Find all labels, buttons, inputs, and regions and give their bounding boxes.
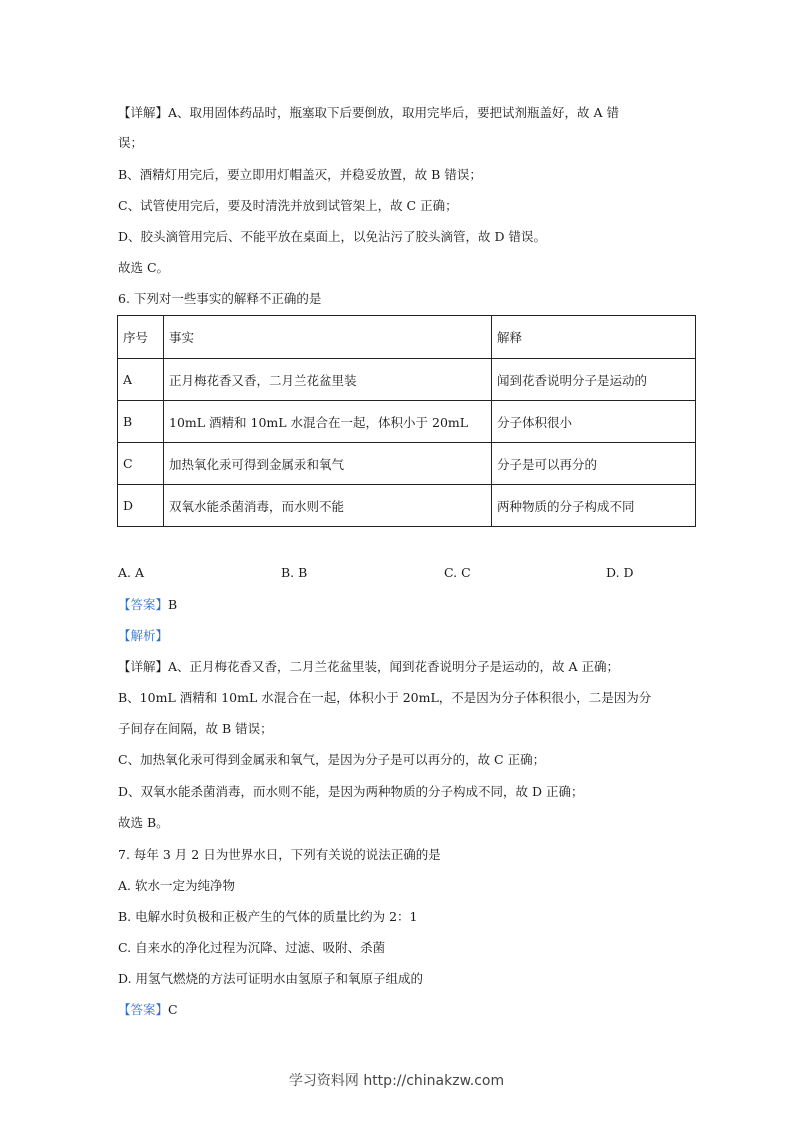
table-cell: 闻到花香说明分子是运动的 (492, 359, 696, 401)
table-header-row (118, 316, 696, 359)
table-row (118, 359, 696, 401)
q6-detail-a: 【详解】A、正月梅花香又香，二月兰花盆里装，闻到花香说明分子是运动的，故 A 正确； (118, 659, 620, 674)
table-row (118, 485, 696, 527)
q5-detail-b: B、酒精灯用完后，要立即用灯帽盖灭，并稳妥放置，故 B 错误； (118, 167, 482, 182)
q6-detail-d: D、双氧水能杀菌消毒，而水则不能，是因为两种物质的分子构成不同，故 D 正确； (118, 784, 584, 799)
table-cell: 加热氧化汞可得到金属汞和氧气 (164, 443, 492, 485)
q7-option-d: D. 用氢气燃烧的方法可证明水由氢原子和氧原子组成的 (118, 971, 424, 986)
header-cell: 序号 (118, 316, 164, 359)
table-row (118, 443, 696, 485)
option-d: D. D (606, 565, 634, 580)
answer-tag: 【答案】 (118, 1002, 169, 1017)
option-b: B. B (281, 565, 308, 580)
q7-answer: 【答案】C (118, 1002, 178, 1017)
q5-detail-c: C、试管使用完后，要及时清洗并放到试管架上，故 C 正确； (118, 198, 458, 213)
table-cell: D (118, 485, 164, 527)
q6-analysis-tag: 【解析】 (118, 628, 169, 643)
table-cell: 分子是可以再分的 (492, 443, 696, 485)
table-cell: C (118, 443, 164, 485)
q6-answer: 【答案】B (118, 597, 178, 612)
answer-tag: 【答案】 (118, 597, 169, 612)
q7-option-c: C. 自来水的净化过程为沉降、过滤、吸附、杀菌 (118, 940, 386, 955)
table-cell: B (118, 401, 164, 443)
header-cell: 事实 (164, 316, 492, 359)
facts-table (117, 315, 696, 527)
option-c: C. C (444, 565, 471, 580)
table-cell: A (118, 359, 164, 401)
q6-detail-b1: B、10mL 酒精和 10mL 水混合在一起，体积小于 20mL，不是因为分子体积很小，二是因为分 (118, 690, 652, 705)
table-cell: 10mL 酒精和 10mL 水混合在一起，体积小于 20mL (164, 401, 492, 443)
q5-detail-d: D、胶头滴管用完后、不能平放在桌面上，以免沾污了胶头滴管，故 D 错误。 (118, 229, 546, 244)
q6-conclusion: 故选 B。 (118, 815, 169, 830)
q7-option-a: A. 软水一定为纯净物 (118, 878, 235, 893)
q6-detail-c: C、加热氧化汞可得到金属汞和氧气，是因为分子是可以再分的，故 C 正确； (118, 752, 546, 767)
header-cell: 解释 (492, 316, 696, 359)
q6-detail-b2: 子间存在间隔，故 B 错误； (118, 721, 273, 736)
table-row (118, 401, 696, 443)
table-cell: 分子体积很小 (492, 401, 696, 443)
table-cell: 双氧水能杀菌消毒，而水则不能 (164, 485, 492, 527)
q6-stem: 6. 下列对一些事实的解释不正确的是 (118, 291, 322, 306)
q5-detail-a-line1: 【详解】A、取用固体药品时，瓶塞取下后要倒放，取用完毕后，要把试剂瓶盖好，故 A 错 (118, 105, 620, 120)
option-a: A. A (118, 565, 145, 580)
q5-detail-a-line2: 误； (118, 135, 144, 150)
q5-conclusion: 故选 C。 (118, 260, 170, 275)
footer-watermark: 学习资料网 http://chinakzw.com (288, 1073, 505, 1089)
q7-option-b: B. 电解水时负极和正极产生的气体的质量比约为 2：1 (118, 909, 418, 924)
q7-stem: 7. 每年 3 月 2 日为世界水日，下列有关说的说法正确的是 (118, 847, 441, 862)
table-cell: 两种物质的分子构成不同 (492, 485, 696, 527)
table-cell: 正月梅花香又香，二月兰花盆里装 (164, 359, 492, 401)
